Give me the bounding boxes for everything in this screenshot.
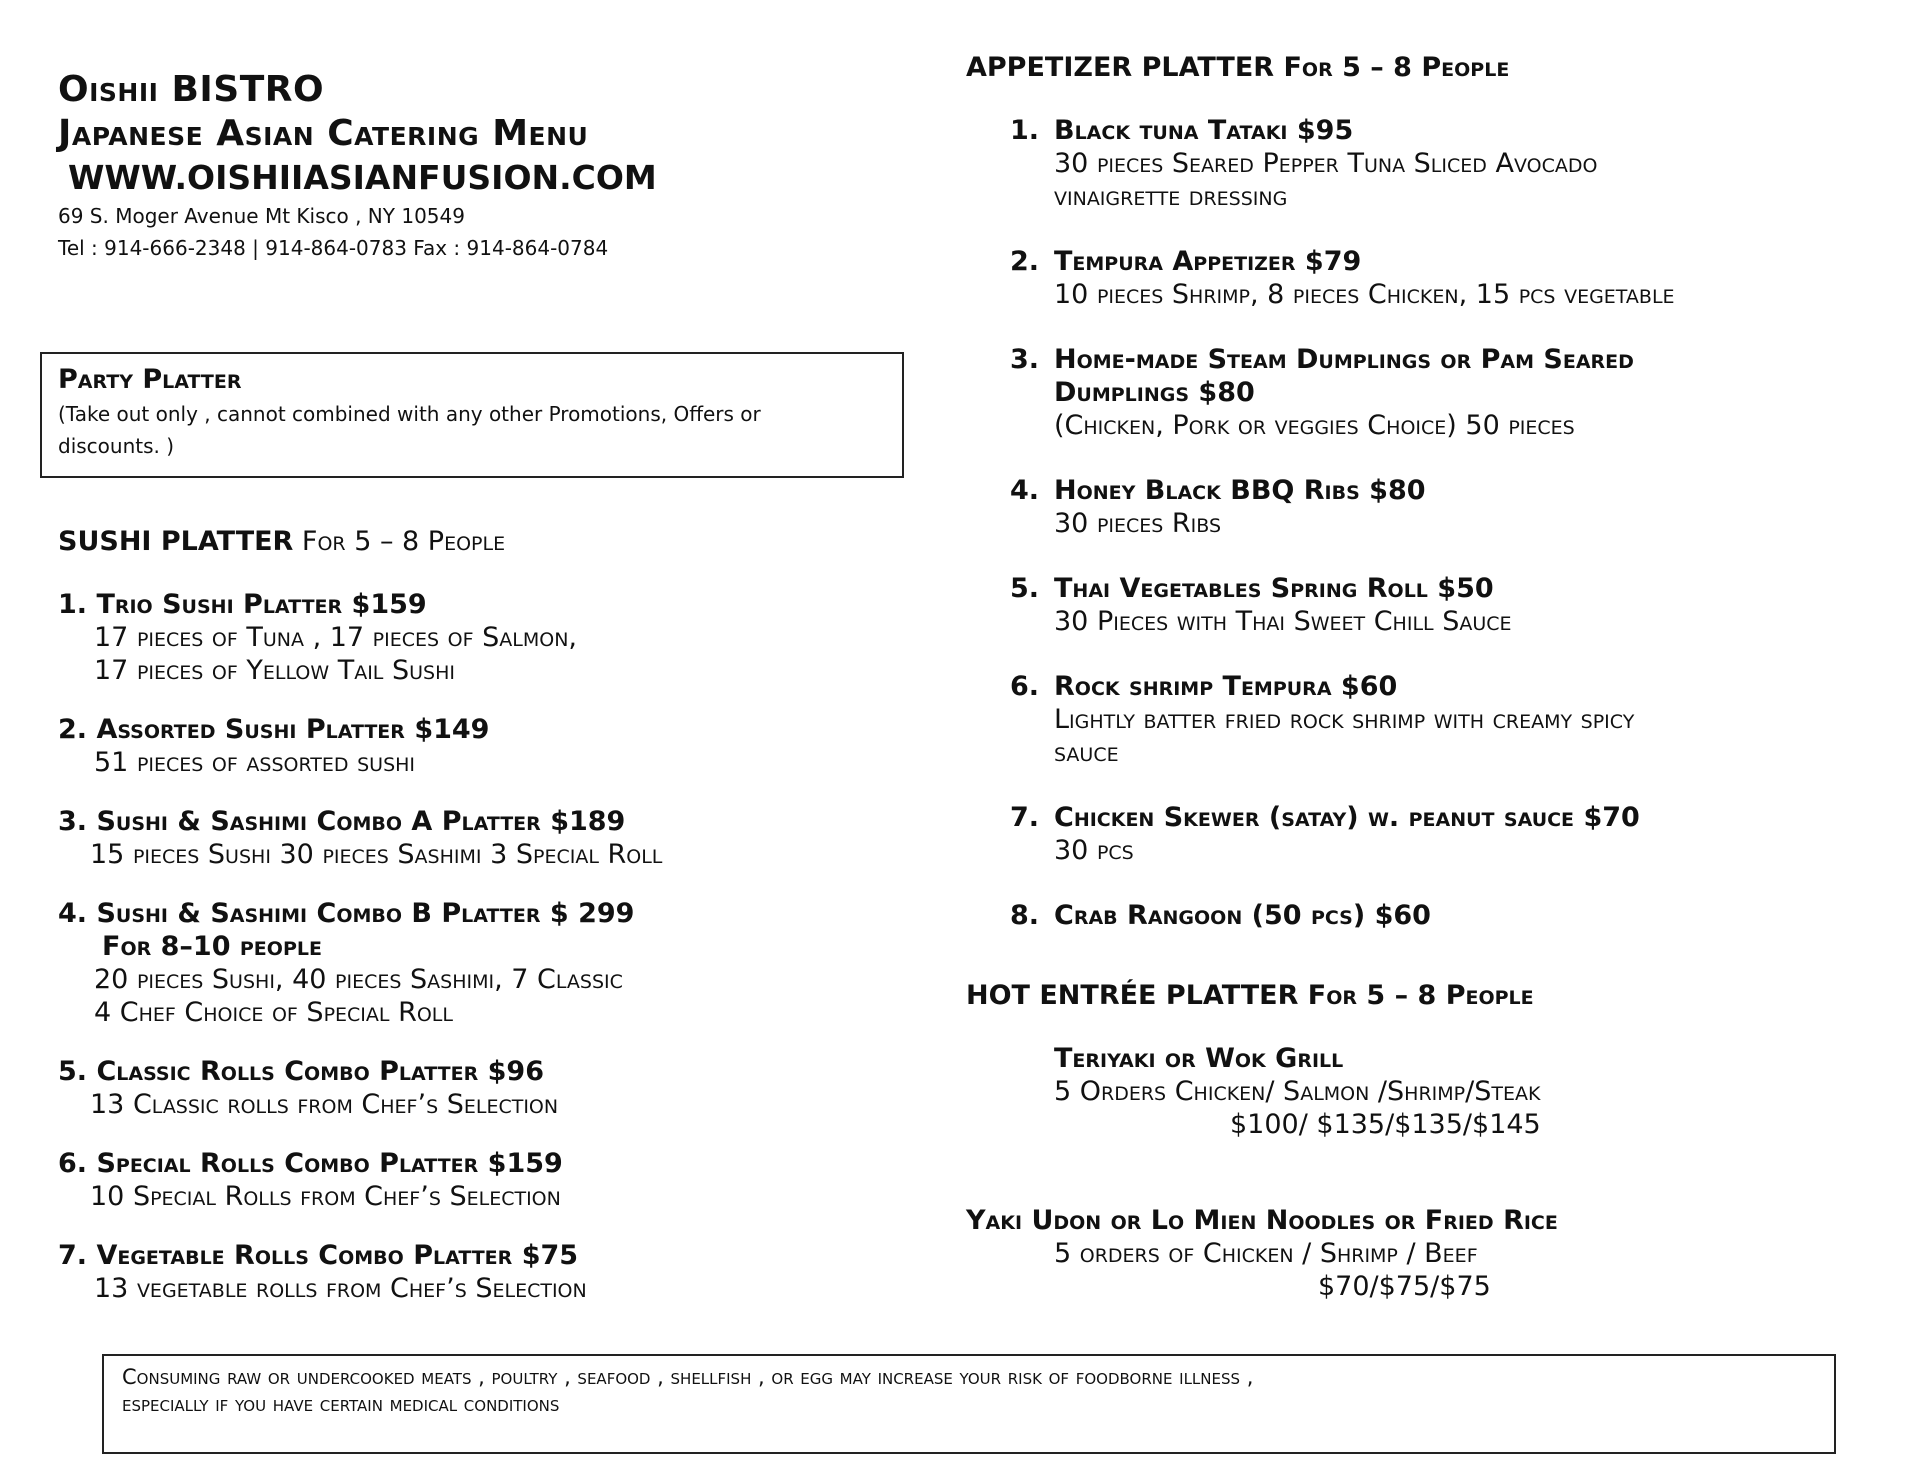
sushi-item-desc: 4 Chef Choice of Special Roll bbox=[94, 997, 453, 1028]
hot-entree-item-price: $100/ $135/$135/$145 bbox=[1230, 1109, 1541, 1140]
appetizer-item-name: Crab Rangoon (50 pcs) $60 bbox=[1054, 900, 1431, 931]
sushi-item-desc: 10 Special Rolls from Chef’s Selection bbox=[90, 1181, 561, 1212]
appetizer-item-name: Honey Black BBQ Ribs $80 bbox=[1054, 475, 1426, 506]
appetizer-item-desc: 30 pieces Seared Pepper Tuna Sliced Avocado bbox=[1054, 148, 1598, 179]
hot-entree-item-name: Teriyaki or Wok Grill bbox=[1054, 1043, 1344, 1074]
sushi-item-desc: 17 pieces of Yellow Tail Sushi bbox=[94, 655, 455, 686]
sushi-item-name: 5. Classic Rolls Combo Platter $96 bbox=[58, 1056, 544, 1087]
party-platter-note-line-2: discounts. ) bbox=[58, 434, 175, 458]
appetizer-item-number: 5. bbox=[1010, 573, 1040, 604]
sushi-item-desc: 51 pieces of assorted sushi bbox=[94, 747, 416, 778]
disclaimer-line-1: Consuming raw or undercooked meats , poultry , seafood , shellfish , or egg may increase your risk of foodborne illness , bbox=[122, 1365, 1254, 1389]
sushi-item-desc: 13 Classic rolls from Chef’s Selection bbox=[90, 1089, 559, 1120]
restaurant-name: Oishii BISTRO bbox=[58, 69, 325, 110]
sushi-section-title bbox=[58, 524, 918, 560]
sushi-item-name: 3. Sushi & Sashimi Combo A Platter $189 bbox=[58, 806, 626, 837]
sushi-title: SUSHI PLATTER bbox=[58, 526, 294, 557]
disclaimer-line-2: especially if you have certain medical conditions bbox=[122, 1392, 560, 1416]
sushi-item bbox=[58, 1055, 918, 1121]
sushi-item-name: 7. Vegetable Rolls Combo Platter $75 bbox=[58, 1240, 579, 1271]
appetizer-item-number: 6. bbox=[1010, 671, 1040, 702]
sushi-item-name: 2. Assorted Sushi Platter $149 bbox=[58, 714, 490, 745]
appetizer-item-number: 7. bbox=[1010, 802, 1040, 833]
appetizer-item bbox=[1010, 572, 1896, 638]
appetizer-item-number: 1. bbox=[1010, 115, 1040, 146]
appetizer-section-title: APPETIZER PLATTER For 5 – 8 People bbox=[966, 52, 1510, 83]
sushi-item bbox=[58, 805, 918, 871]
appetizer-item bbox=[1010, 343, 1896, 442]
noodles-section bbox=[966, 1204, 1896, 1303]
sushi-item-desc: 13 vegetable rolls from Chef’s Selection bbox=[94, 1273, 587, 1304]
appetizer-item-name: Black tuna Tataki $95 bbox=[1054, 115, 1354, 146]
hot-entree-item-desc: 5 Orders Chicken/ Salmon /Shrimp/Steak bbox=[1054, 1076, 1541, 1107]
sushi-item-desc: 20 pieces Sushi, 40 pieces Sashimi, 7 Classic bbox=[94, 964, 623, 995]
sushi-item-name: 4. Sushi & Sashimi Combo B Platter $ 299 bbox=[58, 898, 635, 929]
appetizer-platter-section bbox=[966, 50, 1896, 964]
appetizer-item-desc: 30 pieces Ribs bbox=[1054, 508, 1222, 539]
sushi-item bbox=[58, 1239, 918, 1305]
appetizer-item-name: Home-made Steam Dumplings or Pam Seared bbox=[1054, 344, 1634, 375]
appetizer-item-list bbox=[966, 114, 1896, 932]
phone-numbers: Tel : 914-666-2348 | 914-864-0783 Fax : 914-864-0784 bbox=[58, 236, 609, 260]
appetizer-item-number: 4. bbox=[1010, 475, 1040, 506]
hot-entree-title bbox=[966, 978, 1896, 1014]
address: 69 S. Moger Avenue Mt Kisco , NY 10549 bbox=[58, 204, 465, 228]
noodles-item-name: Yaki Udon or Lo Mien Noodles or Fried Rice bbox=[966, 1205, 1558, 1236]
appetizer-item bbox=[1010, 245, 1896, 311]
menu-title: Japanese Asian Catering Menu bbox=[58, 113, 589, 154]
appetizer-item bbox=[1010, 801, 1896, 867]
appetizer-item-name: Tempura Appetizer $79 bbox=[1054, 246, 1362, 277]
appetizer-item-desc: Lightly batter fried rock shrimp with creamy spicy bbox=[1054, 704, 1635, 735]
appetizer-item-desc: 10 pieces Shrimp, 8 pieces Chicken, 15 pcs vegetable bbox=[1054, 279, 1675, 310]
sushi-item-subname: For 8–10 people bbox=[102, 931, 322, 962]
sushi-item-name: 6. Special Rolls Combo Platter $159 bbox=[58, 1148, 563, 1179]
hot-entree-item bbox=[966, 1042, 1896, 1141]
appetizer-item-name: Dumplings $80 bbox=[1054, 377, 1255, 408]
sushi-item bbox=[58, 588, 918, 687]
appetizer-item-number: 3. bbox=[1010, 344, 1040, 375]
sushi-item bbox=[58, 1147, 918, 1213]
food-safety-disclaimer bbox=[102, 1354, 1836, 1454]
party-platter-title: Party Platter bbox=[58, 364, 242, 395]
appetizer-item-name: Thai Vegetables Spring Roll $50 bbox=[1054, 573, 1494, 604]
hot-entree-title-sub: For 5 – 8 People bbox=[1298, 980, 1534, 1011]
hot-entree-section bbox=[966, 978, 1896, 1141]
appetizer-item-desc: sauce bbox=[1054, 737, 1119, 768]
noodles-item-desc: 5 orders of Chicken / Shrimp / Beef bbox=[1054, 1238, 1478, 1269]
appetizer-item-desc: vinaigrette dressing bbox=[1054, 181, 1288, 212]
appetizer-item-name: Chicken Skewer (satay) w. peanut sauce $70 bbox=[1054, 802, 1640, 833]
appetizer-item-name: Rock shrimp Tempura $60 bbox=[1054, 671, 1398, 702]
sushi-item-desc: 17 pieces of Tuna , 17 pieces of Salmon, bbox=[94, 622, 577, 653]
appetizer-item-desc: 30 Pieces with Thai Sweet Chill Sauce bbox=[1054, 606, 1512, 637]
appetizer-item bbox=[1010, 474, 1896, 540]
website-link[interactable]: WWW.OISHIIASIANFUSION.COM bbox=[68, 158, 657, 197]
appetizer-item bbox=[1010, 899, 1896, 932]
sushi-item bbox=[58, 713, 918, 779]
sushi-item-list bbox=[58, 588, 918, 1305]
appetizer-item-desc: (Chicken, Pork or veggies Choice) 50 pieces bbox=[1054, 410, 1575, 441]
sushi-item-desc: 15 pieces Sushi 30 pieces Sashimi 3 Special Roll bbox=[90, 839, 663, 870]
appetizer-item-number: 8. bbox=[1010, 900, 1040, 931]
sushi-item bbox=[58, 897, 918, 1029]
appetizer-item bbox=[1010, 114, 1896, 213]
appetizer-item bbox=[1010, 670, 1896, 769]
party-platter-note-line-1: (Take out only , cannot combined with any other Promotions, Offers or bbox=[58, 402, 761, 426]
sushi-subtitle: For 5 – 8 People bbox=[293, 526, 506, 557]
menu-header bbox=[58, 68, 657, 264]
noodles-item-price: $70/$75/$75 bbox=[1318, 1271, 1491, 1302]
sushi-platter-section bbox=[58, 524, 918, 1331]
appetizer-item-number: 2. bbox=[1010, 246, 1040, 277]
sushi-item-name: 1. Trio Sushi Platter $159 bbox=[58, 589, 427, 620]
party-platter-box bbox=[40, 352, 904, 478]
hot-entree-title-strong: HOT ENTRÉE PLATTER bbox=[966, 980, 1299, 1011]
appetizer-item-desc: 30 pcs bbox=[1054, 835, 1134, 866]
